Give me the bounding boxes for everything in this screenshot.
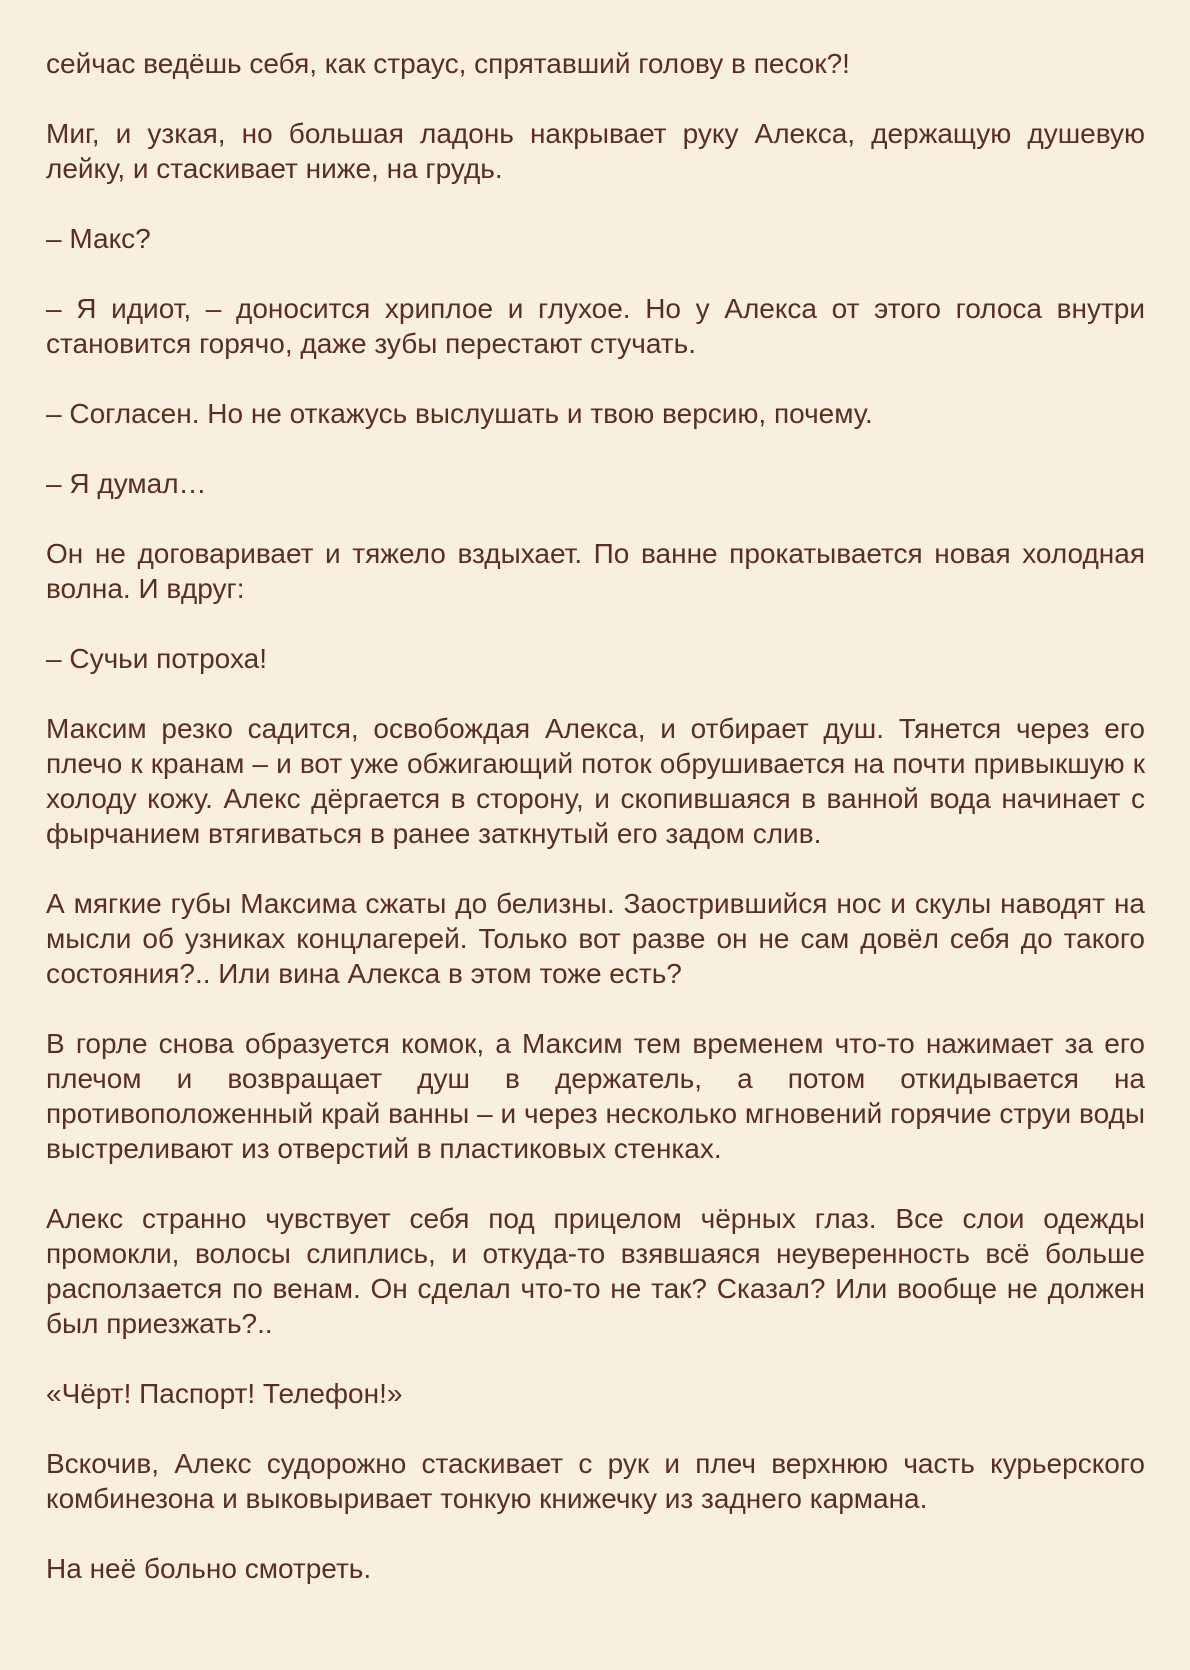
paragraph: В горле снова образуется комок, а Максим тем временем что-то нажимает за его плечом и возвращает душ в держатель, а потом откидывается на противоположенный край ванны – и через несколько мгновений горячие струи воды выстреливают из отверстий в пластиковых стенках. bbox=[46, 1028, 1145, 1164]
dialogue-line: – Макс? bbox=[46, 223, 151, 254]
paragraph: Миг, и узкая, но большая ладонь накрывает руку Алекса, держащую душевую лейку, и стаскивает ниже, на грудь. bbox=[46, 118, 1145, 184]
paragraph: сейчас ведёшь себя, как страус, спрятавший голову в песок?! bbox=[46, 48, 850, 79]
paragraph: Он не договаривает и тяжело вздыхает. По ванне прокатывается новая холодная волна. И вдруг: bbox=[46, 538, 1145, 604]
paragraph: А мягкие губы Максима сжаты до белизны. Заострившийся нос и скулы наводят на мысли об узниках концлагерей. Только вот разве он не сам довёл себя до такого состояния?.. Или вина Алекса в этом тоже есть? bbox=[46, 888, 1145, 989]
paragraph: Вскочив, Алекс судорожно стаскивает с рук и плеч верхнюю часть курьерского комбинезона и выковыривает тонкую книжечку из заднего кармана. bbox=[46, 1448, 1145, 1514]
thought-line: «Чёрт! Паспорт! Телефон!» bbox=[46, 1378, 403, 1409]
paragraph: На неё больно смотреть. bbox=[46, 1553, 372, 1584]
dialogue-line: – Я идиот, – доносится хриплое и глухое. Но у Алекса от этого голоса внутри становится горячо, даже зубы перестают стучать. bbox=[46, 293, 1145, 359]
dialogue-line: – Я думал… bbox=[46, 468, 207, 499]
paragraph: Алекс странно чувствует себя под прицелом чёрных глаз. Все слои одежды промокли, волосы слиплись, и откуда-то взявшаяся неуверенность всё больше расползается по венам. Он сделал что-то не так? Сказал? Или вообще не должен был приезжать?.. bbox=[46, 1203, 1145, 1339]
dialogue-line: – Сучьи потроха! bbox=[46, 643, 267, 674]
dialogue-line: – Согласен. Но не откажусь выслушать и твою версию, почему. bbox=[46, 398, 873, 429]
paragraph: Максим резко садится, освобождая Алекса, и отбирает душ. Тянется через его плечо к кранам – и вот уже обжигающий поток обрушивается на почти привыкшую к холоду кожу. Алекс дёргается в сторону, и скопившаяся в ванной вода начинает с фырчанием втягиваться в ранее заткнутый его задом слив. bbox=[46, 713, 1145, 849]
